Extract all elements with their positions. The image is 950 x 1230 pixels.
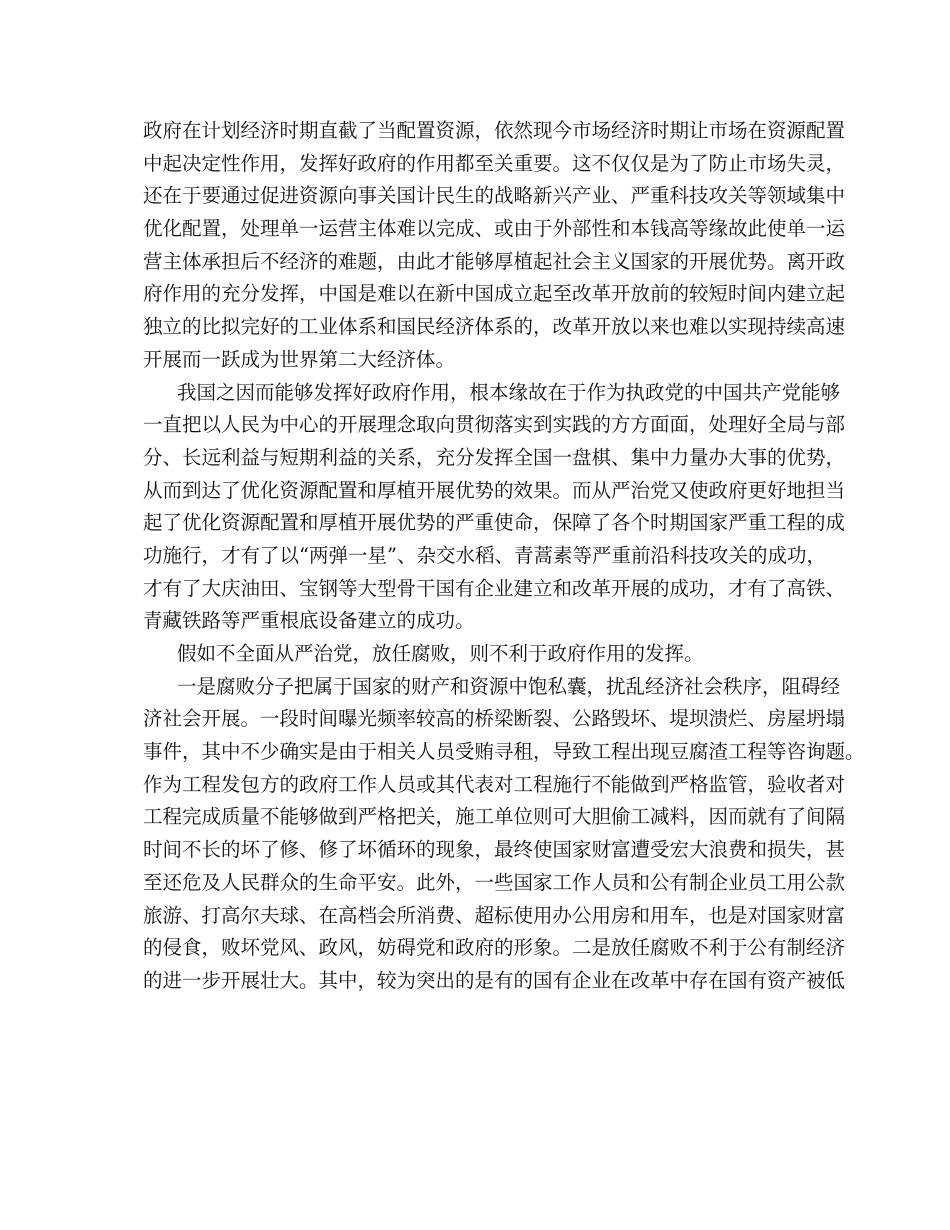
- text-line: 旅游、打高尔夫球、在高档会所消费、超标使用办公用房和用车，也是对国家财富: [143, 903, 846, 927]
- text-line: 济社会开展。一段时间曝光频率较高的桥梁断裂、公路毁坏、堤坝溃烂、房屋坍塌: [143, 707, 846, 731]
- text-line: 事件，其中不少确实是由于相关人员受贿寻租，导致工程出现豆腐渣工程等咨询题。: [143, 740, 865, 764]
- text-line: 的侵食，败坏党风、政风，妨碍党和政府的形象。二是放任腐败不利于公有制经济: [143, 936, 846, 960]
- text-line: 时间不长的坏了修、修了坏循环的现象，最终使国家财富遭受宏大浪费和损失，甚: [143, 838, 846, 862]
- text-line: 工程完成质量不能够做到严格把关，施工单位则可大胆偷工减料，因而就有了间隔: [143, 805, 846, 829]
- text-line: 分、长远利益与短期利益的关系，充分发挥全国一盘棋、集中力量办大事的优势，: [143, 445, 846, 469]
- text-line: 一直把以人民为中心的开展理念取向贯彻落实到实践的方方面面，处理好全局与部: [143, 413, 846, 437]
- body-text: [143, 115, 865, 998]
- text-line: 营主体承担后不经济的难题，由此才能够厚植起社会主义国家的开展优势。离开政: [143, 249, 846, 273]
- text-line: 才有了大庆油田、宝钢等大型骨干国有企业建立和改革开展的成功，才有了高铁、: [143, 576, 846, 600]
- text-line: 作为工程发包方的政府工作人员或其代表对工程施行不能做到严格监管，验收者对: [143, 772, 846, 796]
- paragraph-start-line: 我国之因而能够发挥好政府作用，根本缘故在于作为执政党的中国共产党能够: [177, 380, 841, 404]
- text-line: 政府在计划经济时期直截了当配置资源，依然现今市场经济时期让市场在资源配置: [143, 119, 846, 142]
- text-line: 青藏铁路等严重根底设备建立的成功。: [143, 609, 475, 633]
- text-line: 府作用的充分发挥，中国是难以在新中国成立起至改革开放前的较短时间内建立起: [143, 282, 846, 306]
- text-line: 开展而一跃成为世界第二大经济体。: [143, 347, 456, 371]
- text-line: 中起决定性作用，发挥好政府的作用都至关重要。这不仅仅是为了防止市场失灵，: [143, 151, 846, 175]
- text-line: 优化配置，处理单一运营主体难以完成、或由于外部性和本钱高等缘故此使单一运: [143, 217, 846, 241]
- text-line: 起了优化资源配置和厚植开展优势的严重使命，保障了各个时期国家严重工程的成: [143, 511, 846, 535]
- text-line: 至还危及人民群众的生命平安。此外，一些国家工作人员和公有制企业员工用公款: [143, 870, 846, 894]
- text-line: 还在于要通过促进资源向事关国计民生的战略新兴产业、严重科技攻关等领域集中: [143, 184, 846, 208]
- text-line: 的进一步开展壮大。其中，较为突出的是有的国有企业在改革中存在国有资产被低: [143, 968, 846, 992]
- paragraph-start-line: 假如不全面从严治党，放任腐败，则不利于政府作用的发挥。: [177, 642, 704, 665]
- text-line: 功施行，才有了以“两弹一星”、杂交水稻、青蒿素等严重前沿科技攻关的成功，: [143, 543, 826, 567]
- text-line: 独立的比拟完好的工业体系和国民经济体系的，改革开放以来也难以实现持续高速: [143, 315, 846, 339]
- paragraph-start-line: 一是腐败分子把属于国家的财产和资源中饱私囊，扰乱经济社会秩序，阻碍经: [177, 674, 841, 698]
- text-line: 从而到达了优化资源配置和厚植开展优势的效果。而从严治党又使政府更好地担当: [143, 478, 846, 502]
